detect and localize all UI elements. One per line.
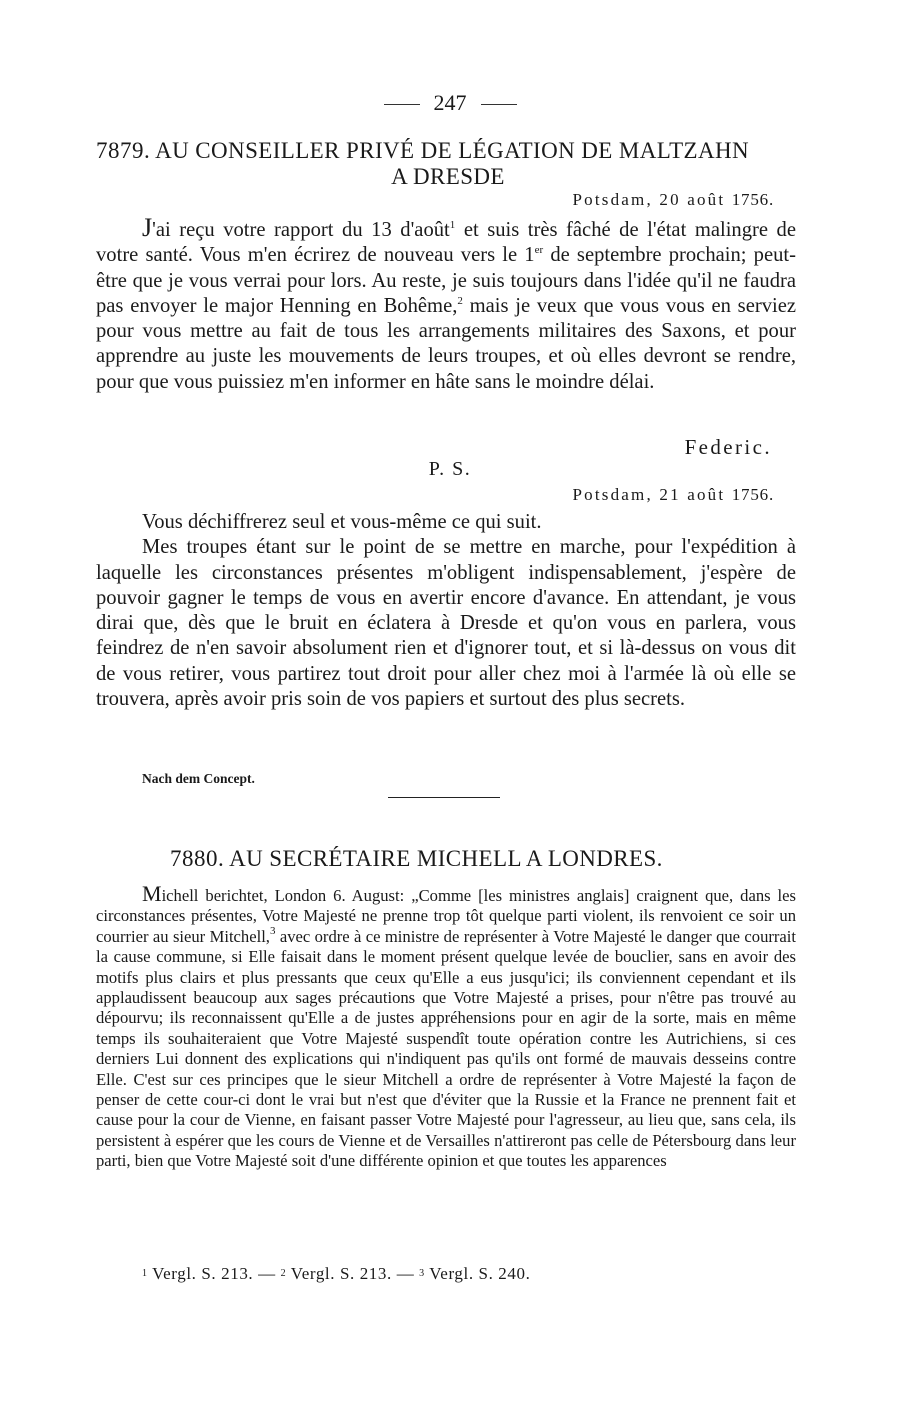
footnote-ref-2: 2 [457, 294, 463, 307]
footnote-ref-1: 1 [449, 219, 456, 231]
letter-title-line2: A DRESDE [391, 164, 505, 189]
letter-title: AU SECRÉTAIRE MICHELL A LONDRES. [229, 846, 663, 871]
text-run: avec ordre à ce ministre de représenter à Votre Majesté le danger que courrait la cause commune, si Elle faisait dans le moment présent quelque levée de bouclier, sans en avoir des motifs plus clairs et plus pressants que ceux qu'Elle a eus jusqu'ici; ils conviennent cependant et ils applaudissent beaucoup aux sages précautions que Votre Majesté a prises, pour n'être pas trouvé au dépourvu; ils reconnaissent qu'Elle a de justes appréhensions pour en agir de la sorte, mais en même temps ils souhaiteraient que Votre Majesté suspendît toute opération contre les Autrichiens, si ces derniers Lui donnent des explications qui n'indiquent pas qu'ils ont formé de mauvais desseins contre Elle. C'est sur ces principes que le sieur Mitchell a ordre de représenter à Votre Majesté la façon de penser de cette cour-ci dont le vrai but n'est que d'éviter que la Russie et la France ne prennent fait et cause pour la cour de Vienne, en faisant passer Votre Majesté pour l'agresseur, au lieu que, sans cela, ils persistent à espérer que les cours de Vienne et de Versailles n'attireront pas celle de Pétersbourg dans leur parti, bien que Votre Majesté soit d'une différente opinion et que toutes les apparences [96, 926, 797, 1171]
footnote-marker-2: 2 [280, 1268, 287, 1279]
footnotes [142, 1264, 530, 1284]
letter-title-line1: AU CONSEILLER PRIVÉ DE LÉGATION DE MALTZAHN [155, 138, 750, 163]
footnote-text-3: Vergl. S. 240. [424, 1264, 531, 1283]
source-note: Nach dem Concept. [142, 771, 255, 786]
page-number-dash-left [384, 104, 420, 105]
superscript-er: er [534, 244, 544, 257]
footnote-text-2: Vergl. S. 213. — [286, 1264, 420, 1283]
text-run: de septembre prochain; peut-être que je vous verrai pour lors. Au reste, je suis toujours dans l'idée qu'il ne faudra pas envoyer le major Henning en Bohême, [96, 244, 796, 317]
postscript-label: P. S. [428, 458, 472, 480]
letter-number: 7879. [96, 138, 151, 163]
date-year: 1756. [731, 485, 774, 504]
letter-7879-paragraph [96, 215, 796, 395]
date-place: Potsdam, 21 août [572, 485, 726, 504]
text-run: ichell berichtet, London 6. August: „Comme [les ministres anglais] craignent que, dans les circonstances présentes, Votre Majesté ne prenne trop tôt quelque parti violent, ils renvoient ce soir un courrier au sieur Mitchell, [96, 886, 796, 946]
postscript-paragraph-2: Mes troupes étant sur le point de se mettre en marche, pour l'expédition à laquelle les circonstances présentes m'obligent indispensablement, j'espère de pouvoir gagner le temps de vous en avertir encore d'avance. En attendant, je vous dirai que, dès que le bruit en éclatera à Dresde et qu'on vous en parlera, vous feindrez de n'en savoir absolument rien et d'ignorer tout, et si là-dessus on vous dit de vous retirer, vous partirez tout droit pour aller chez moi à l'armée là où elle se trouvera, après avoir pris soin de vos papiers et surtout des plus secrets. [96, 536, 796, 711]
footnote-text-1: Vergl. S. 213. — [147, 1264, 281, 1283]
text-run: et suis très fâché de l'état malingre de votre santé. Vous m'en écrirez de nouveau vers le 1 [96, 219, 796, 267]
letter-number: 7880. [170, 846, 225, 871]
postscript-body [96, 510, 796, 712]
text-run: 'ai reçu votre rapport du 13 d'août [152, 219, 450, 241]
drop-cap: J [142, 213, 153, 242]
summary-paragraph [96, 881, 797, 1172]
page-number-line [0, 90, 900, 116]
postscript-dateline [573, 485, 774, 505]
page-number: 247 [433, 90, 467, 115]
date-year: 1756. [731, 190, 774, 209]
drop-cap: M [142, 881, 162, 906]
date-place: Potsdam, 20 août [572, 190, 726, 209]
letter-7879-body [96, 215, 796, 395]
letter-7880-heading [170, 846, 810, 872]
signature: Federic. [684, 435, 772, 459]
section-divider [388, 797, 500, 798]
letter-7879-heading [96, 138, 800, 190]
page-number-dash-right [481, 104, 517, 105]
letter-7879-dateline [573, 190, 774, 210]
footnote-marker-1: 1 [142, 1268, 148, 1279]
letter-7880-summary [96, 881, 797, 1172]
postscript-paragraph-1: Vous déchiffrerez seul et vous-même ce qui suit. [142, 511, 542, 533]
text-run: mais je veux que vous vous en serviez pour vous mettre au fait de tous les arrangements militaires des Saxons, et pour apprendre au juste les mouvements de leurs troupes, et où elles devront se rendre, pour que vous puissiez m'en informer en hâte sans le moindre délai. [96, 294, 796, 393]
footnote-marker-3: 3 [419, 1268, 425, 1279]
footnote-ref-3: 3 [269, 924, 276, 937]
